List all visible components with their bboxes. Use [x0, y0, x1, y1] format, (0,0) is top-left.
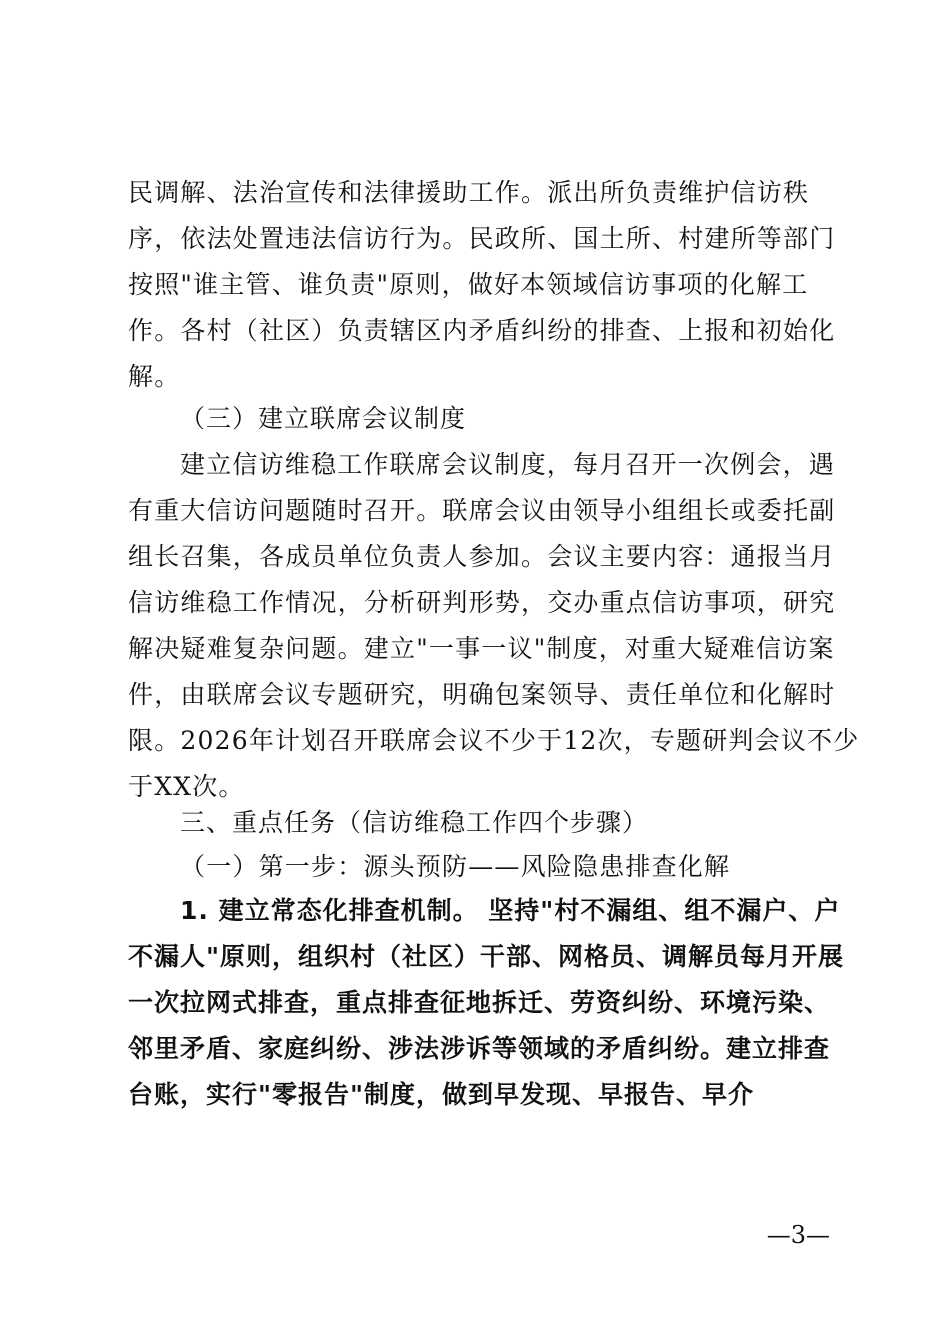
body-line: 件，由联席会议专题研究，明确包案领导、责任单位和化解时 [128, 680, 836, 709]
body-line: 序，依法处置违法信访行为。民政所、国土所、村建所等部门 [128, 224, 836, 253]
body-line: 作。各村（社区）负责辖区内矛盾纠纷的排查、上报和初始化 [128, 316, 836, 345]
body-line: 民调解、法治宣传和法律援助工作。派出所负责维护信访秩 [128, 178, 810, 207]
body-line: 建立信访维稳工作联席会议制度，每月召开一次例会，遇 [180, 450, 836, 479]
body-line: 解决疑难复杂问题。建立"一事一议"制度，对重大疑难信访案 [128, 634, 835, 663]
body-line: 组长召集，各成员单位负责人参加。会议主要内容：通报当月 [128, 542, 836, 571]
body-line: 按照"谁主管、谁负责"原则，做好本领域信访事项的化解工 [128, 270, 809, 299]
bold-line: 邻里矛盾、家庭纠纷、涉法涉诉等领域的矛盾纠纷。建立排查 [128, 1034, 831, 1063]
page-number: —3— [766, 1221, 830, 1249]
section-heading: （三）建立联席会议制度 [180, 404, 467, 433]
bold-line: 一次拉网式排查，重点排查征地拆迁、劳资纠纷、环境污染、 [128, 988, 831, 1017]
body-line: 于XX次。 [128, 772, 245, 801]
bold-line: 不漏人"原则，组织村（社区）干部、网格员、调解员每月开展 [128, 942, 845, 971]
subsection-heading: （一）第一步：源头预防——风险隐患排查化解 [180, 852, 731, 881]
body-line: 限。2026年计划召开联席会议不少于12次，专题研判会议不少 [128, 726, 860, 755]
bold-line: 1. 建立常态化排查机制。 坚持"村不漏组、组不漏户、户 [180, 896, 841, 925]
body-line: 信访维稳工作情况，分析研判形势，交办重点信访事项，研究 [128, 588, 836, 617]
major-heading: 三、重点任务（信访维稳工作四个步骤） [180, 808, 649, 837]
bold-line: 台账，实行"零报告"制度，做到早发现、早报告、早介 [128, 1080, 755, 1109]
body-line: 有重大信访问题随时召开。联席会议由领导小组组长或委托副 [128, 496, 836, 525]
body-line: 解。 [128, 362, 181, 391]
